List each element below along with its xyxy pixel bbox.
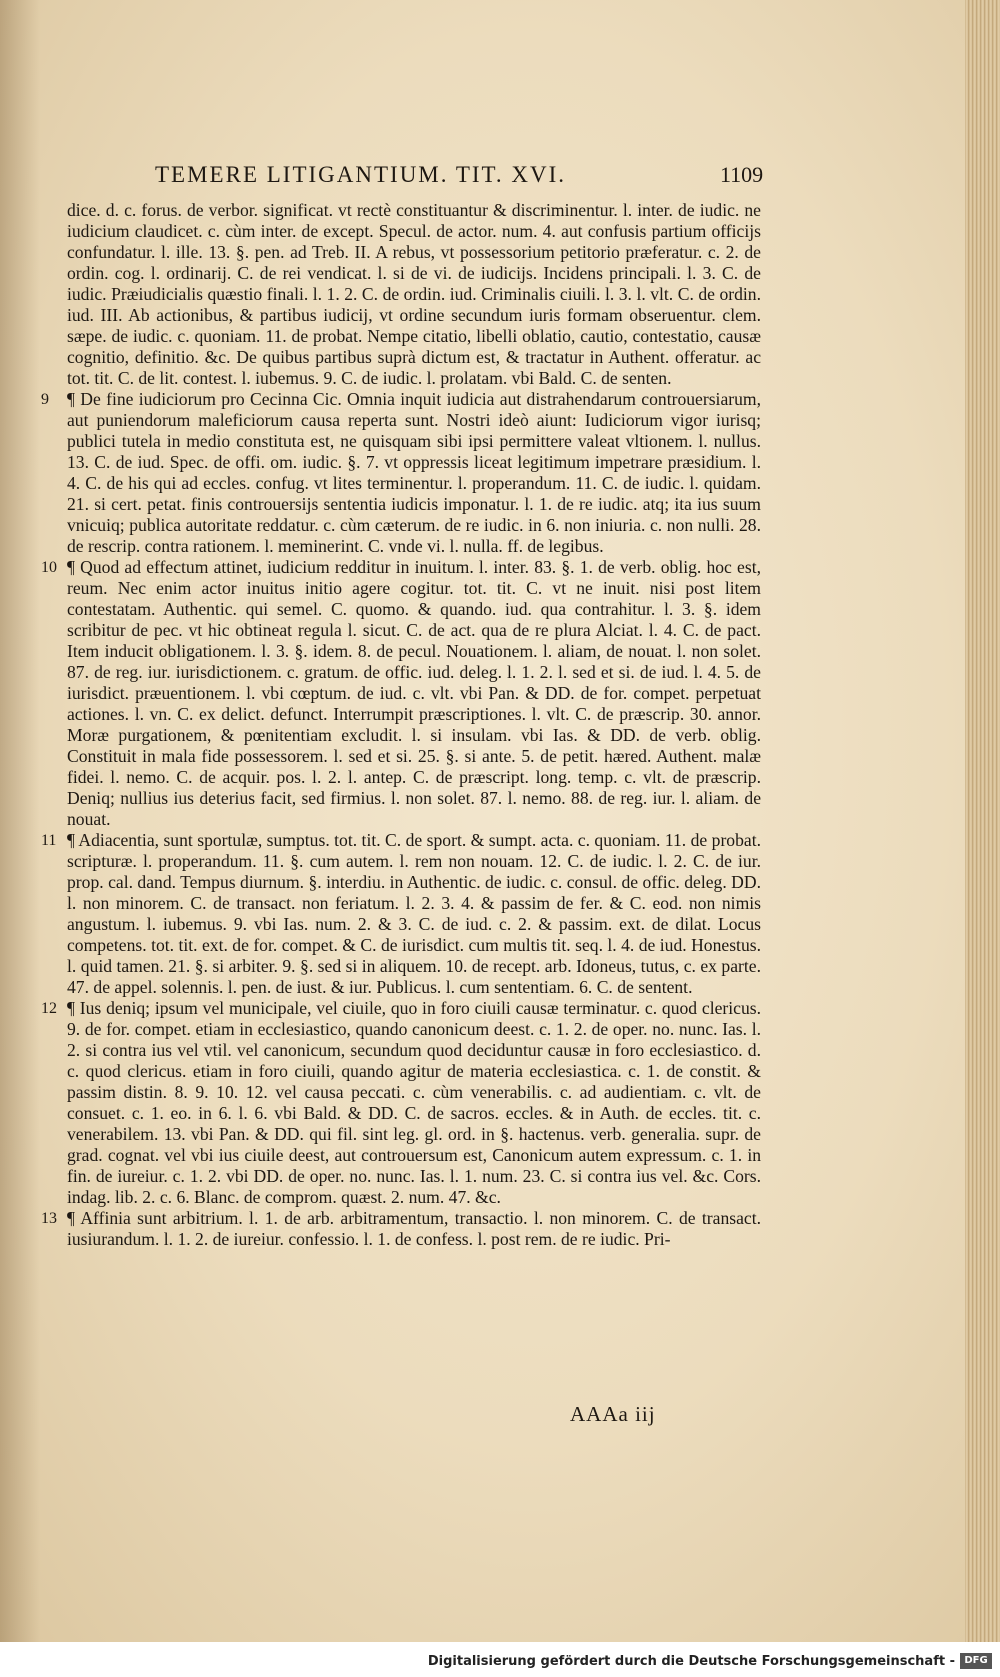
paragraph-number: 9 [41,391,49,408]
signature-mark: AAAa iij [570,1402,656,1426]
paragraph [41,389,761,557]
running-head: TEMERE LITIGANTIUM. TIT. XVI. [155,162,567,187]
page-edge-stack [965,0,1000,1642]
paragraph [67,200,761,389]
paragraph-number: 10 [41,559,57,576]
paragraph-number: 13 [41,1210,57,1227]
paragraph-text: ¶ Adiacentia, sunt sportulæ, sumptus. tot. tit. C. de sport. & sumpt. acta. c. quoniam. 11. de probat. scripturæ. l. properandum. 11. §. cum autem. l. rem non nouam. 12. C. de iudic. l. 2. C. de iur. prop. cal. dand. Tempus diurnum. §. interdiu. in Authentic. de iudic. c. consul. de offic. deleg. DD. l. non minorem. C. de transact. non feriatum. l. 2. 3. 4. & passim de fer. & C. eod. non nimis angustum. l. iubemus. 9. vbi Ias. num. 2. & 3. C. de iud. c. 2. & passim. ext. de dilat. Locus competens. tot. tit. ext. de for. compet. & C. de iurisdict. cum multis tit. seq. l. 4. de iud. Honestus. l. quid tamen. 21. §. si arbiter. 9. §. sed si in aliquem. 10. de recept. arb. Idoneus, tutus, c. ex parte. 47. de appel. solennis. l. pen. de iust. & iur. Publicus. l. cum sententiam. 6. C. de sentent. [67,830,761,997]
dfg-logo: DFG [960,1653,992,1669]
paragraph-number: 11 [41,832,57,849]
digitization-footer [0,1642,1000,1677]
binding-gutter [0,0,40,1642]
paragraph-text: ¶ Quod ad effectum attinet, iudicium redditur in inuitum. l. inter. 83. §. 1. de verb. oblig. hoc est, reum. Nec enim actor inuitus initio agere cogitur. tot. tit. C. vt ne inuit. nisi post litem contestatam. Authentic. qui semel. C. quomo. & quando. iud. qua contrahitur. l. 3. §. idem scribitur de pec. vt hic obtineat regula l. sicut. C. de act. qua de re plura Alciat. l. 4. C. de pact. Item inducit obligationem. l. 3. §. idem. 8. de pecul. Nouationem. l. aliam, de nouat. l. non solet. 87. de reg. iur. iurisdictionem. c. gratum. de offic. iud. deleg. l. 1. 2. l. sed et si. de iud. l. 4. 5. de iurisdict. præuentionem. l. vbi cœptum. de iud. c. vlt. vbi Pan. & DD. de for. compet. perpetuat actiones. l. vn. C. ex delict. defunct. Interrumpit præscriptiones. l. vlt. C. de præscrip. 30. annor. Moræ purgationem, & pœnitentiam excludit. l. si insulam. vbi Ias. & DD. de verb. oblig. Constituit in mala fide possessorem. l. sed et si. 25. §. si ante. 5. de petit. hæred. Authent. malæ fidei. l. nemo. C. de acquir. pos. l. 2. l. antep. C. de præscript. long. temp. c. vlt. de præscrip. Deniq; nullius ius deterius facit, sed firmius. l. non solet. 87. l. nemo. 88. de reg. iur. l. aliam. de nouat. [67,557,761,829]
paragraph [41,557,761,830]
paragraph [41,830,761,998]
folio-number: 1109 [720,162,764,187]
paragraph-text: dice. d. c. forus. de verbor. significat. vt rectè constituantur & discriminentur. l. inter. de iudic. ne iudicium claudicet. c. cùm inter. de except. Specul. de actor. num. 4. aut confusis partium officijs confundatur. l. ille. 13. §. pen. ad Treb. II. A rebus, vt possessorium petitorio præferatur. c. 2. de ordin. cog. l. ordinarij. C. de rei vendicat. l. si de vi. de iudicijs. Incidens principali. l. 3. C. de iudic. Præiudicialis quæstio finali. l. 1. 2. C. de ordin. iud. Criminalis ciuili. l. 3. l. vlt. C. de ordin. iud. III. Ab actionibus, & partibus iudicij, vt ordine secundum iuris formam obseruentur. clem. sæpe. de iudic. c. quoniam. 11. de probat. Nempe citatio, libelli oblatio, cautio, contestatio, causæ cognitio, definitio. &c. De quibus partibus suprà dictum est, & tractatur in Authent. offeratur. ac tot. tit. C. de lit. contest. l. iubemus. 9. C. de iudic. l. prolatam. vbi Bald. C. de senten. [67,200,761,388]
paragraph-text: ¶ Ius deniq; ipsum vel municipale, vel ciuile, quo in foro ciuili causæ terminatur. c. quod clericus. 9. de for. compet. etiam in ecclesiastico, quando canonicum deest. c. 1. 2. de oper. no. nunc. Ias. l. 2. si contra ius vel vtil. vel canonicum, secundum quod deciduntur causæ in foro ecclesiastico. d. c. quod clericus. etiam in foro ciuili, quando agitur de materia ecclesiastica. c. 1. de constit. & passim distin. 8. 9. 10. 12. vel causa peccati. c. cùm venerabilis. c. ad audientiam. c. vlt. de consuet. c. 1. eo. in 6. l. 6. vbi Bald. & DD. C. de sacros. eccles. & in Auth. de eccles. tit. c. venerabilem. 13. vbi Pan. & DD. qui fil. sint leg. gl. ord. in §. hactenus. verb. generalia. supr. de grad. cognat. vel vbi ius ciuile deest, aut controuersum est, Canonicum autem expressum. c. 1. in fin. de iureiur. c. 1. 2. vbi DD. de oper. no. nunc. Ias. l. 1. num. 23. C. si contra ius vel. &c. Cors. indag. lib. 2. c. 6. Blanc. de comprom. quæst. 2. num. 47. &c. [67,998,761,1207]
body-text [41,200,761,1250]
footer-credit: Digitalisierung gefördert durch die Deutsche Forschungsgemeinschaft - [427,1654,955,1669]
paragraph [41,998,761,1208]
paragraph-text: ¶ De fine iudiciorum pro Cecinna Cic. Omnia inquit iudicia aut distrahendarum controuersiarum, aut puniendorum maleficiorum causa reperta sunt. Nostri ideò aiunt: Iudiciorum vigor iurisq; publici tutela in medio constituta est, ne quisquam sibi ipsi permittere valeat vltionem. l. nullus. 13. C. de iud. Spec. de offi. om. iudic. §. 7. vt oppressis liceat legitimum impetrare præsidium. l. 4. C. de his qui ad eccles. confug. vt lites terminentur. l. properandum. 11. C. de iudic. l. quidam. 21. si cert. petat. finis controuersijs sententia iudicis imponatur. l. 1. de re iudic. atq; ita ius suum vnicuiq; publica autoritate reddatur. c. cùm cæterum. de re iudic. in 6. non iniuria. c. non nulli. 28. de rescrip. contra rationem. l. meminerint. C. vnde vi. l. nulla. ff. de legibus. [67,389,761,556]
paragraph [41,1208,761,1250]
paragraph-number: 12 [41,1000,57,1017]
paragraph-text: ¶ Affinia sunt arbitrium. l. 1. de arb. arbitramentum, transactio. l. non minorem. C. de transact. iusiurandum. l. 1. 2. de iureiur. confessio. l. 1. de confess. l. post rem. de re iudic. Pri- [67,1208,761,1249]
